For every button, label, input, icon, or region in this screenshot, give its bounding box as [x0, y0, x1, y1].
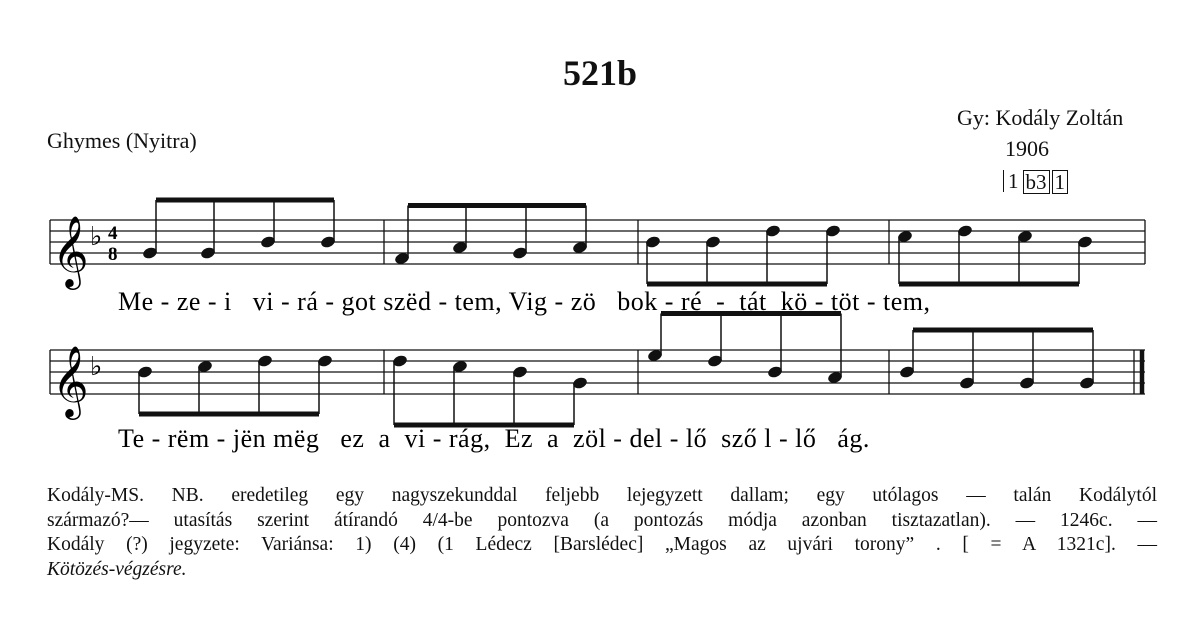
- lyrics-line-1: Me - ze - i vi - rá - got szëd - tem, Vig - zö bok - ré - tát kö - töt - tem,: [118, 287, 931, 316]
- notes-line-4: Kötözés-végzésre.: [47, 558, 187, 580]
- notes-line-3: Kodály (?) jegyzete: Variánsa: 1) (4) (1 Lédecz [Barslédec] „Magos az ujvári torony” . [ = A 1321c]. —: [47, 534, 1157, 555]
- flat-icon: ♭: [90, 352, 103, 381]
- treble-clef-icon: 𝄞: [52, 218, 89, 286]
- time-signature-bottom: 8: [108, 244, 118, 265]
- editorial-notes: [47, 484, 1157, 582]
- place-of-collection: Ghymes (Nyitra): [47, 128, 197, 153]
- flat-icon: ♭: [90, 222, 103, 251]
- time-signature-top: 4: [108, 223, 118, 244]
- cadence-code-1: 1: [1003, 170, 1021, 192]
- lyrics-line-2: Te - rëm - jën mëg ez a vi - rág, Ez a zöl - del - lő sző l - lő ág.: [118, 424, 870, 453]
- collector-name: Gy: Kodály Zoltán: [957, 105, 1124, 130]
- collection-year: 1906: [1005, 136, 1049, 161]
- notes-line-2: származó?— utasítás szerint átírandó 4/4-be pontozva (a pontozás módja azonban tisztazatlan). — 1246c. —: [47, 509, 1157, 531]
- treble-clef-icon: 𝄞: [52, 348, 89, 416]
- notes-line-1: Kodály-MS. NB. eredetileg egy nagyszekunddal feljebb lejegyzett dallam; egy utólagos — talán Kodálytól: [47, 485, 1157, 506]
- cadence-code-2: b3: [1023, 170, 1050, 194]
- page-title: 521b: [562, 53, 638, 93]
- cadence-code-3: 1: [1052, 170, 1069, 194]
